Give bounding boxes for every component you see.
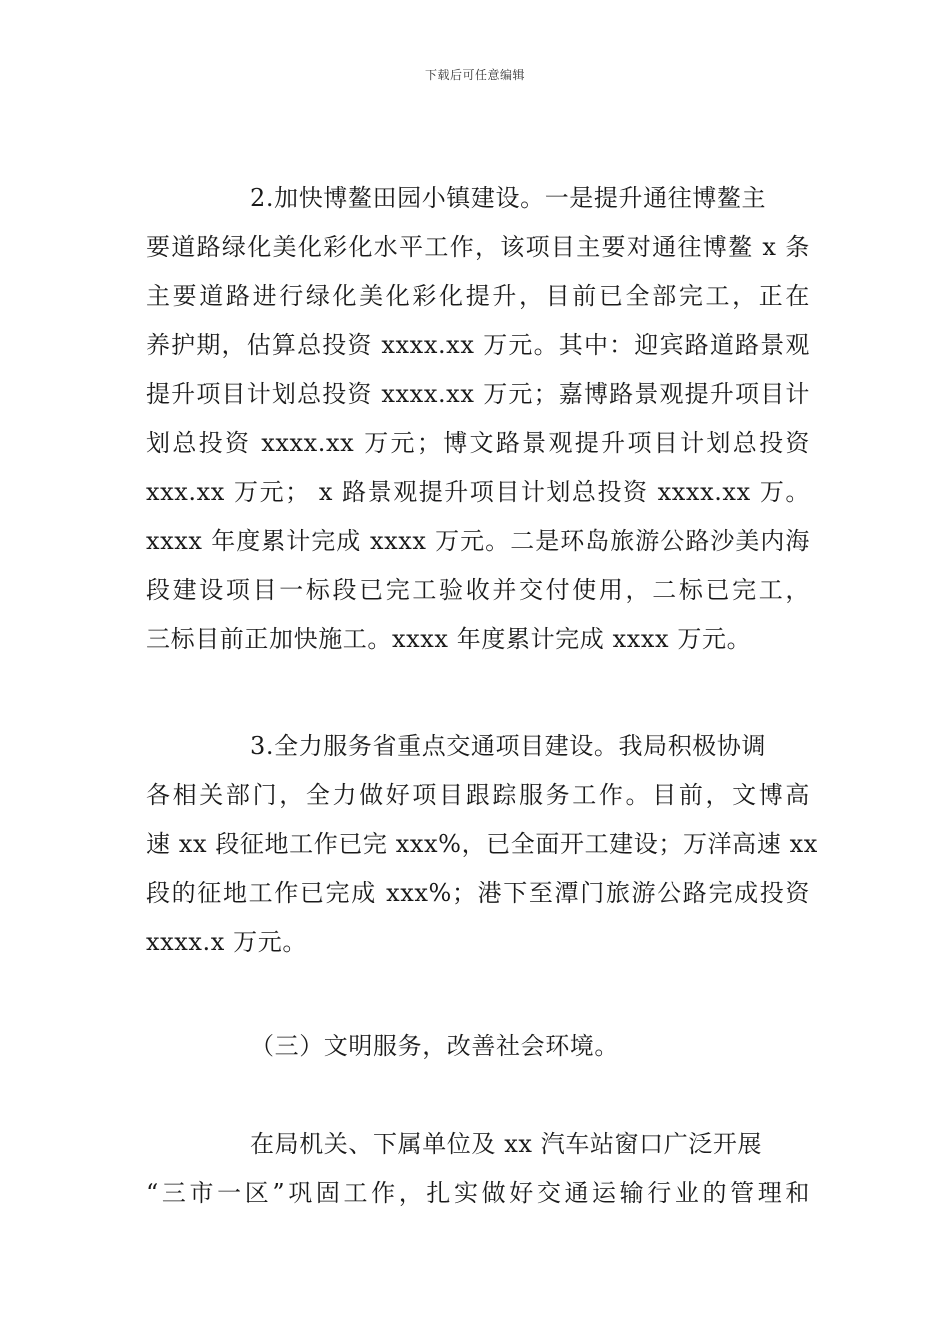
text-line: 段的征地工作已完成 xxx%；港下至潭门旅游公路完成投资 xyxy=(146,879,810,907)
text-line: （三）文明服务，改善社会环境。 xyxy=(250,1032,619,1060)
text-line: 主要道路进行绿化美化彩化提升，目前已全部完工，正在 xyxy=(146,282,810,310)
paragraph-civil-service xyxy=(146,1120,810,1218)
text-line: xxx.xx 万元； x 路景观提升项目计划总投资 xxxx.xx 万。 xyxy=(146,478,810,506)
text-line: 划总投资 xxxx.xx 万元；博文路景观提升项目计划总投资 xyxy=(146,429,810,457)
section-heading xyxy=(146,1022,810,1071)
text-line: xxxx.x 万元。 xyxy=(146,928,307,956)
text-line: 段建设项目一标段已完工验收并交付使用，二标已完工， xyxy=(146,576,810,604)
text-line: 3.全力服务省重点交通项目建设。我局积极协调 xyxy=(250,732,767,760)
paragraph-item-2 xyxy=(146,174,810,664)
text-line: 要道路绿化美化彩化水平工作，该项目主要对通往博鳌 x 条 xyxy=(146,233,810,261)
text-line: 提升项目计划总投资 xxxx.xx 万元；嘉博路景观提升项目计 xyxy=(146,380,810,408)
text-line: 在局机关、下属单位及 xx 汽车站窗口广泛开展 xyxy=(250,1130,763,1158)
text-line: “三市一区”巩固工作，扎实做好交通运输行业的管理和 xyxy=(146,1179,810,1207)
text-line: 三标目前正加快施工。xxxx 年度累计完成 xxxx 万元。 xyxy=(146,625,752,653)
text-line: xxxx 年度累计完成 xxxx 万元。二是环岛旅游公路沙美内海 xyxy=(146,527,810,555)
text-line: 2.加快博鳌田园小镇建设。一是提升通往博鳌主 xyxy=(250,184,767,212)
header-note: 下载后可任意编辑 xyxy=(424,68,525,82)
text-line: 养护期，估算总投资 xxxx.xx 万元。其中：迎宾路道路景观 xyxy=(146,331,810,359)
text-line: 速 xx 段征地工作已完 xxx%，已全面开工建设；万洋高速 xx xyxy=(146,830,818,858)
paragraph-item-3 xyxy=(146,722,818,967)
text-line: 各相关部门，全力做好项目跟踪服务工作。目前，文博高 xyxy=(146,781,810,809)
